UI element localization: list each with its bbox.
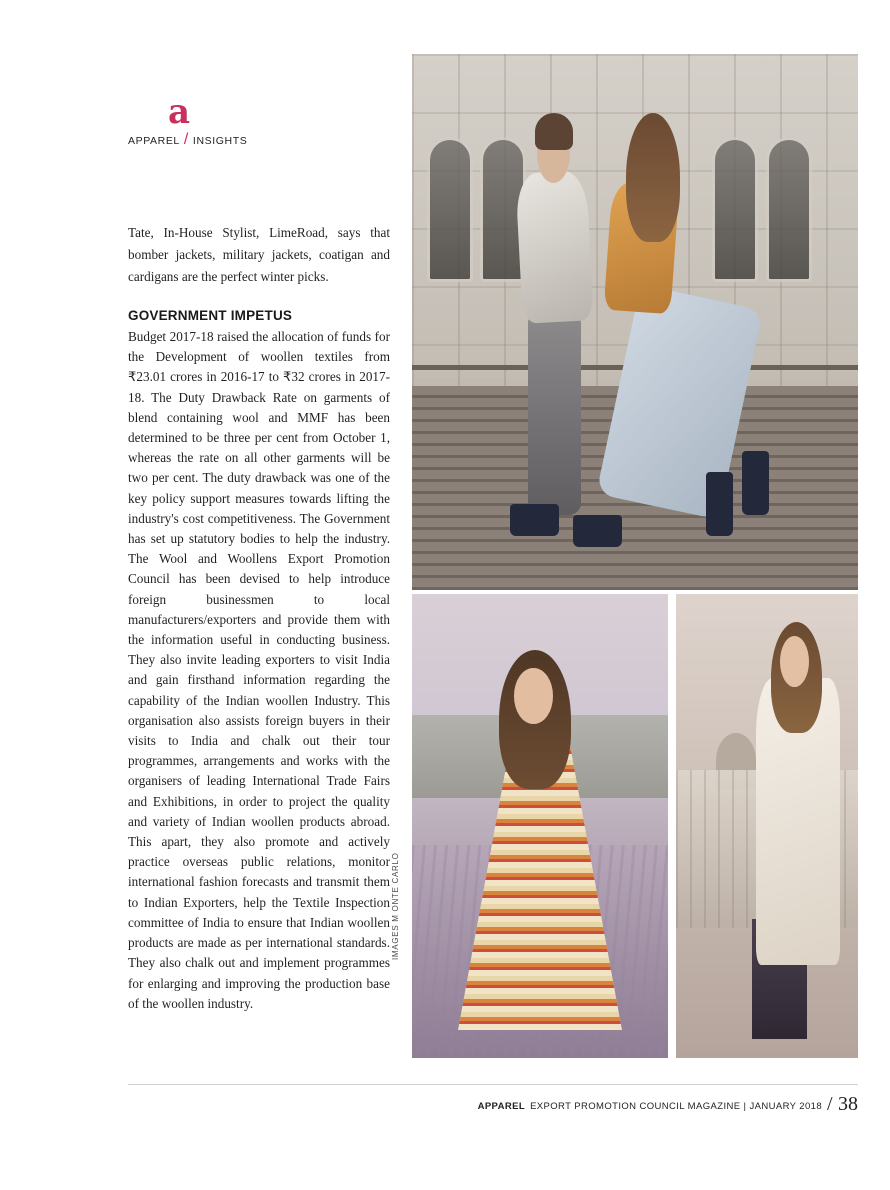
bottom-left-photo [412, 594, 668, 1058]
photo-credit: IMAGES M ONTE CARLO [391, 852, 400, 960]
page-footer [128, 1084, 858, 1124]
man-shoe [510, 504, 559, 536]
main-photo [412, 54, 858, 590]
section-heading: GOVERNMENT IMPETUS [128, 308, 293, 323]
masthead-word-right: INSIGHTS [192, 135, 248, 147]
footer-divider [128, 1084, 858, 1085]
footer-text [478, 1092, 858, 1115]
man-shoe [573, 515, 622, 547]
man-hair [535, 113, 573, 151]
man-hoodie [515, 170, 594, 324]
model-head [514, 668, 552, 724]
woman-boot [742, 451, 769, 515]
man-legs [528, 311, 582, 515]
facade-window [769, 140, 809, 279]
bottom-right-photo [676, 594, 858, 1058]
intro-paragraph: Tate, In-House Stylist, LimeRoad, says that bomber jackets, military jackets, coatigan and cardigans are the perfect winter picks. [128, 225, 390, 284]
woman-hair [626, 113, 680, 242]
masthead-slash: / [183, 131, 189, 148]
body-paragraph: Budget 2017-18 raised the allocation of funds for the Development of woollen textiles from ₹23.01 crores in 2016-17 to ₹32 crores in 2017-18. The Duty Drawback Rate on garments of blend containing wool and MMF has been determined to be three per cent from October 1, whereas the rate on all other garments will be two per cent. The duty drawback was one of the key policy support measures towards lifting the industry's cost competitiveness. The Government has set up statutory bodies to help the industry. The Wool and Woollens Export Promotion Council has been devised to help introduce foreign businessmen to local manufacturers/exporters and provide them with the information useful in conducting business. They also invite leading exporters to visit India and gain firsthand information regarding the capability of the Indian woollen Industry. This organisation also assists foreign buyers in their visits to India and chalk out their tour programmes, arrangements and works with the organisers of leading International Trade Fairs and Exhibitions, in order to project the quality and variety of Indian woollen products abroad. This apart, they also promote and actively practice overseas public relations, monitor international fashion forecasts and transmit them to Indian Exporters, help the Textile Inspection committee of India to ensure that Indian woollen products are made as per international standards. They also chalk out and implement programmes for enlarging and improving the production base of the woollen industry. [128, 329, 390, 1011]
masthead-wordmark [128, 131, 328, 148]
facade-window [430, 140, 470, 279]
masthead [128, 92, 328, 148]
apparel-logo-letter: a [168, 92, 190, 132]
footer-brand: APPAREL [477, 1101, 526, 1112]
article-column [128, 222, 390, 1014]
facade-window [715, 140, 755, 279]
masthead-word-left: APPAREL [128, 135, 180, 147]
woman-boot [706, 472, 733, 536]
page-number: 38 [838, 1093, 858, 1115]
footer-slash: / [827, 1093, 833, 1115]
footer-publication: EXPORT PROMOTION COUNCIL MAGAZINE | JANUARY 2018 [530, 1101, 823, 1112]
model-head [780, 636, 809, 687]
